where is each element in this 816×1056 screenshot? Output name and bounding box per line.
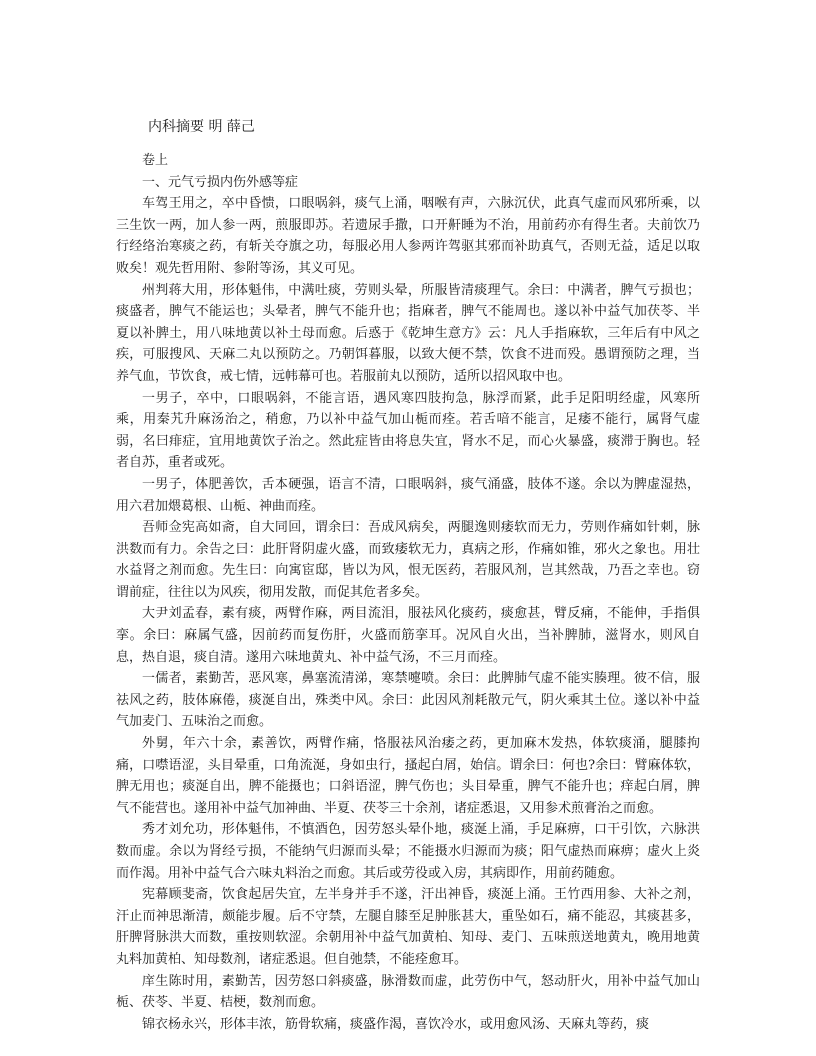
paragraph: 车驾王用之，卒中昏愦，口眼㖞斜，痰气上涌，咽喉有声，六脉沉伏，此真气虚而风邪所乘，以三生饮一两，加人参一两，煎服即苏。若遗尿手撒，口开鼾睡为不治，用前药亦有得生者。夫前饮乃行经络治寒痰之药，有斩关夺旗之功，每服必用人参两许驾驱其邪而补助真气，否则无益，适足以取败矣！观先哲用附、参附等汤，其义可见。 xyxy=(116,196,700,276)
document-body xyxy=(116,150,700,1035)
paragraph: 一男子，卒中，口眼㖞斜，不能言语，遇风寒四肢拘急，脉浮而紧，此手足阳明经虚，风寒所乘，用秦艽升麻汤治之，稍愈，乃以补中益气加山栀而痊。若舌喑不能言，足痿不能行，属肾气虚弱，名曰痱症，宜用地黄饮子治之。然此症皆由将息失宜，肾水不足，而心火暴盛，痰滞于胸也。轻者自苏，重者或死。 xyxy=(116,390,700,471)
paragraph: 一男子，体肥善饮，舌本硬强，语言不清，口眼㖞斜，痰气涌盛，肢体不遂。余以为脾虚湿热，用六君加煨葛根、山栀、神曲而痊。 xyxy=(116,476,700,514)
paragraph: 秀才刘允功，形体魁伟，不慎酒色，因劳怒头晕仆地，痰涎上涌，手足麻痹，口干引饮，六脉洪数而虚。余以为肾经亏损，不能纳气归源而头晕；不能摄水归源而为痰；阳气虚热而麻痹；虚火上炎而作渴。用补中益气合六味丸料治之而愈。其后或劳役或入房，其病即作，用前药随愈。 xyxy=(116,822,700,881)
paragraph: 吾师佥宪高如斋，自大同回，谓余曰：吾成风病矣，两腿逸则痿软而无力，劳则作痛如针刺，脉洪数而有力。余告之曰：此肝肾阴虚火盛，而致痿软无力，真病之形，作痛如锥，邪火之象也。用壮水益肾之剂而愈。先生曰：向寓宦邸，皆以为风，恨无医药，若服风剂，岂其然哉，乃吾之幸也。窃谓前症，往往以为风疾，彻用发散，而促其危者多矣。 xyxy=(116,520,700,600)
paragraph: 锦衣杨永兴，形体丰浓，筋骨软痛，痰盛作渴，喜饮冷水，或用愈风汤、天麻丸等药，痰 xyxy=(142,1016,650,1032)
paragraph: 州判蒋大用，形体魁伟，中满吐痰，劳则头晕，所服皆清痰理气。余曰：中满者，脾气亏损也；痰盛者，脾气不能运也；头晕者，脾气不能升也；指麻者，脾气不能周也。遂以补中益气加茯苓、半夏以补脾土，用八味地黄以补土母而愈。后惑于《乾坤生意方》云：凡人手指麻软，三年后有中风之疾，可服搜风、天麻二丸以预防之。乃朝饵暮服，以致大便不禁，饮食不进而殁。愚谓预防之理，当养气血，节饮食，戒七情，远帏幕可也。若服前丸以预防，适所以招风取中也。 xyxy=(116,282,700,384)
volume-heading: 卷上 xyxy=(142,153,169,168)
paragraph: 外舅，年六十余，素善饮，两臂作痛，恪服祛风治痿之药，更加麻木发热，体软痰涌，腿膝拘痛，口噤语涩，头目晕重，口角流涎，身如虫行，搔起白屑，始信。谓余曰：何也?余曰：臂麻体软，脾无用也；痰涎自出，脾不能摄也；口斜语涩，脾气伤也；头目晕重，脾气不能升也；痒起白屑，脾气不能营也。遂用补中益气加神曲、半夏、茯苓三十余剂，诸症悉退，又用参术煎膏治之而愈。 xyxy=(116,736,700,816)
paragraph: 庠生陈时用，素勤苦，因劳怒口斜痰盛，脉滑数而虚，此劳伤中气，怒动肝火，用补中益气加山栀、茯苓、半夏、桔梗，数剂而愈。 xyxy=(116,973,700,1011)
paragraph: 大尹刘孟春，素有痰，两臂作麻，两目流泪，服祛风化痰药，痰愈甚，臂反痛，不能伸，手指俱挛。余曰：麻属气盛，因前药而复伤肝，火盛而筋挛耳。况风自火出，当补脾肺，滋肾水，则风自息，热自退，痰自清。遂用六味地黄丸、补中益气汤，不三月而痊。 xyxy=(116,606,700,665)
section-heading: 一、元气亏损内伤外感等症 xyxy=(142,174,299,190)
paragraph: 宪幕顾斐斋，饮食起居失宜，左半身并手不遂，汗出神昏，痰涎上涌。王竹西用参、大补之剂，汗止而神思渐清，颇能步履。后不守禁，左腿自膝至足肿胀甚大，重坠如石，痛不能忍，其痰甚多，肝脾肾脉洪大而数，重按则软涩。余朝用补中益气加黄柏、知母、麦门、五味煎送地黄丸，晚用地黄丸料加黄柏、知母数剂，诸症悉退。但自弛禁，不能痊愈耳。 xyxy=(116,887,700,967)
paragraph: 一儒者，素勤苦，恶风寒，鼻塞流清涕，寒禁嚏喷。余曰：此脾肺气虚不能实腠理。彼不信，服祛风之药，肢体麻倦，痰涎自出，殊类中风。余曰：此因风剂耗散元气，阴火乘其土位。遂以补中益气加麦门、五味治之而愈。 xyxy=(116,671,700,730)
document-title: 内科摘要 明 薛己 xyxy=(148,119,255,135)
